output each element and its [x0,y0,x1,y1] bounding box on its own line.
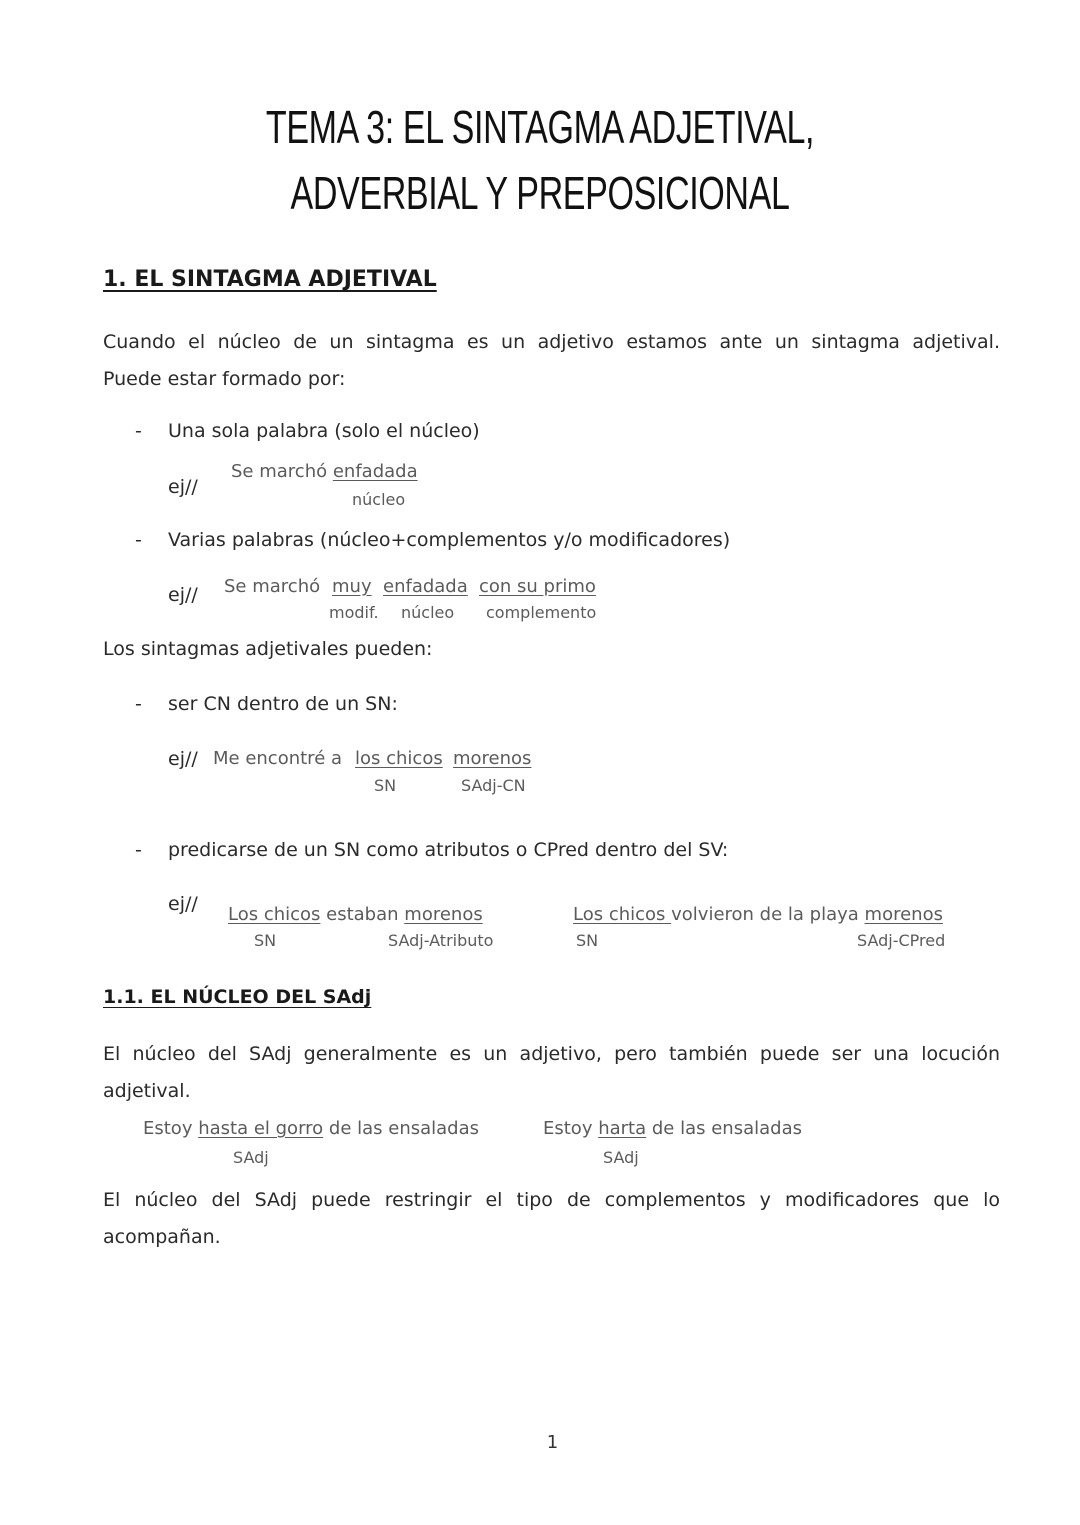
page-number: 1 [546,1432,559,1453]
example-3-label-sn: SN [374,776,397,795]
example-2-modif: muy [332,576,372,597]
example-5a-pre: Estoy [143,1118,199,1139]
para-1-line-1: El núcleo del SAdj generalmente es un adjetivo, pero también puede ser una locución [103,1043,1000,1065]
section-1-intro [103,324,1000,398]
example-5b-label: SAdj [603,1148,639,1167]
example-5b-core: harta [598,1118,647,1139]
intro-line-2: Puede estar formado por: [103,368,346,390]
functions-intro: Los sintagmas adjetivales pueden: [103,638,433,660]
para-2-line-2: acompañan. [103,1226,221,1248]
example-1-label-nucleus: núcleo [352,490,406,509]
section-1-1-para-1 [103,1036,1000,1110]
para-2-line-1: El núcleo del SAdj puede restringir el tipo de complementos y modificadores que lo [103,1189,1000,1211]
bullet-dash: - [135,420,142,442]
bullet-dash: - [135,839,142,861]
example-3-sadj: morenos [453,748,532,769]
bullet-dash: - [135,693,142,715]
function-item: ser CN dentro de un SN: [168,693,398,715]
section-1-1-heading: 1.1. EL NÚCLEO DEL SAdj [103,986,372,1008]
section-1-heading: 1. EL SINTAGMA ADJETIVAL [103,267,437,292]
example-5a-post: de las ensaladas [323,1118,480,1139]
example-1-sentence [231,461,418,482]
example-label: ej// [168,476,198,498]
example-4b-sn: Los chicos [573,904,672,925]
example-4b-label-sn: SN [576,931,599,950]
example-label: ej// [168,584,198,606]
example-4b-sadj: morenos [864,904,943,925]
example-4a-sadj: morenos [404,904,483,925]
function-item: predicarse de un SN como atributos o CPred dentro del SV: [168,839,729,861]
section-1-1-para-2 [103,1182,1000,1256]
example-4b-sentence [573,904,943,925]
example-2-nucleus: enfadada [383,576,468,597]
example-2-label-nucleus: núcleo [401,603,455,622]
bullet-item: Una sola palabra (solo el núcleo) [168,420,480,442]
example-4b-mid: volvieron de la playa [671,904,865,925]
example-label: ej// [168,748,198,770]
bullet-item: Varias palabras (núcleo+complementos y/o modificadores) [168,529,731,551]
example-3-label-sadj: SAdj-CN [461,776,526,795]
example-5b-sentence [543,1118,802,1139]
example-5b-pre: Estoy [543,1118,599,1139]
example-4a-label-sn: SN [254,931,277,950]
example-5a-label: SAdj [233,1148,269,1167]
page-title-line-1: TEMA 3: EL SINTAGMA ADJETIVAL, [265,101,815,153]
example-nucleus: enfadada [332,461,418,482]
bullet-dash: - [135,529,142,551]
example-5a-sentence [143,1118,479,1139]
intro-line-1: Cuando el núcleo de un sintagma es un adjetivo estamos ante un sintagma adjetival. [103,331,1000,353]
example-text: Se marchó [231,461,333,482]
example-3-sn: los chicos [355,748,443,769]
page-title-line-2: ADVERBIAL Y PREPOSICIONAL [290,167,790,219]
example-2-label-complement: complemento [486,603,597,622]
example-3-pre: Me encontré a [213,748,343,769]
para-1-line-2: adjetival. [103,1080,191,1102]
example-label: ej// [168,893,198,915]
example-4a-mid: estaban [320,904,405,925]
example-2-label-modif: modif. [329,603,379,622]
example-4b-label-sadj: SAdj-CPred [857,931,946,950]
example-4a-label-sadj: SAdj-Atributo [388,931,494,950]
example-2-pre: Se marchó [224,576,321,597]
example-5b-post: de las ensaladas [646,1118,802,1139]
example-4a-sentence [228,904,483,925]
example-4a-sn: Los chicos [228,904,321,925]
example-2-complement: con su primo [479,576,596,597]
example-5a-core: hasta el gorro [198,1118,324,1139]
